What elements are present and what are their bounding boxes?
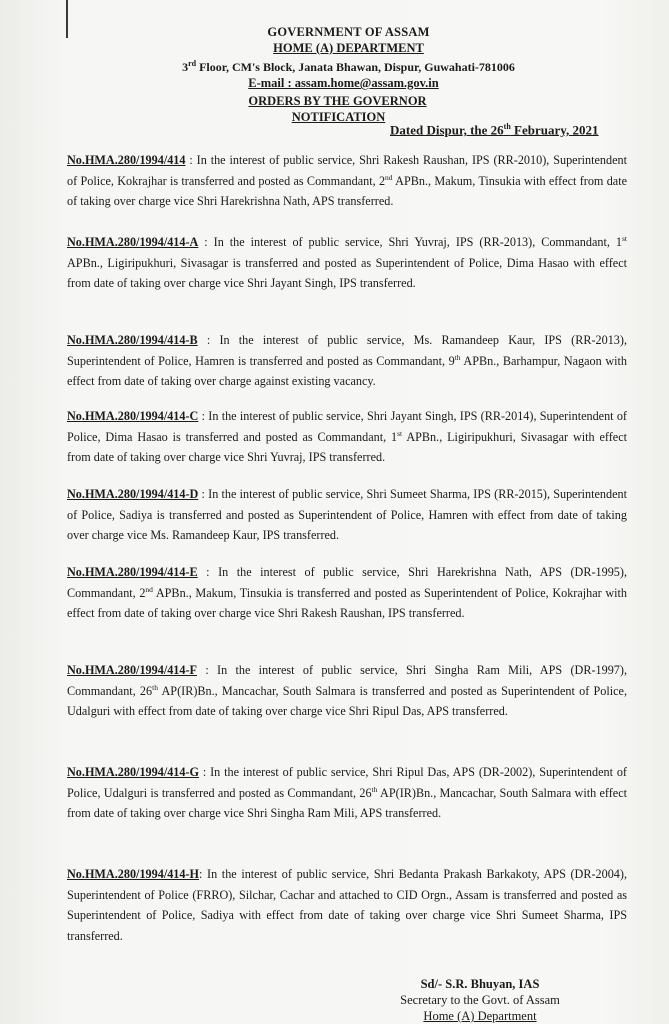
order-reference-number: No.HMA.280/1994/414-G: [67, 765, 200, 779]
ordinal-suffix: st: [621, 233, 627, 243]
dated-suffix: th: [503, 122, 511, 131]
orders-title: ORDERS BY THE GOVERNOR: [248, 94, 427, 108]
order-paragraph: [67, 484, 627, 546]
ordinal-suffix: st: [397, 428, 403, 438]
address-floor: 3: [182, 60, 189, 74]
order-text: AP(IR)Bn., Mancachar, South Salmara is transferred and posted as Superintendent of Police, Udalguri with effect from date of taking over charge vice Shri Ripul Das, APS transferred.: [67, 683, 627, 718]
order-paragraph: [67, 150, 627, 212]
signatory-title: Secretary to the Govt. of Assam: [400, 993, 560, 1007]
email-line: E-mail : assam.home@assam.gov.in: [248, 76, 439, 90]
ordinal-suffix: nd: [145, 584, 153, 594]
dated-prefix: Dated Dispur, the 26: [390, 122, 504, 138]
signatory-department: Home (A) Department: [423, 1009, 537, 1023]
letterhead: [0, 24, 669, 125]
order-text: : In the interest of public service, Ms. Ramandeep Kaur, IPS (RR-2013), Superintendent of Police, Hamren is transferred and posted as Commandant, 9: [67, 333, 627, 368]
order-reference-number: No.HMA.280/1994/414-A: [67, 235, 199, 249]
order-reference-number: No.HMA.280/1994/414-F: [67, 663, 197, 677]
order-paragraph: [67, 660, 627, 722]
signature-block: [380, 976, 580, 1024]
department-title: HOME (A) DEPARTMENT: [273, 41, 424, 55]
order-text: : In the interest of public service, Shri Sumeet Sharma, IPS (RR-2015), Superintendent of Police, Sadiya is transferred and posted as Superintendent of Police, Hamren with effect from date of taking over charge vice Ms. Ramandeep Kaur, IPS transferred.: [67, 487, 627, 542]
order-reference-number: No.HMA.280/1994/414-B: [67, 333, 198, 347]
ordinal-suffix: th: [152, 682, 158, 692]
order-paragraph: [67, 232, 627, 294]
order-text: : In the interest of public service, Shri Singha Ram Mili, APS (DR-1997), Commandant, 26: [67, 663, 627, 698]
order-paragraph: [67, 406, 627, 468]
order-reference-number: No.HMA.280/1994/414-E: [67, 565, 198, 579]
order-paragraph: [67, 762, 627, 824]
order-text: AP(IR)Bn., Mancachar, South Salmara with effect from date of taking over charge vice Shri Singha Ram Mili, APS transferred.: [67, 785, 627, 820]
order-reference-number: No.HMA.280/1994/414-D: [67, 487, 199, 501]
address-rest: Floor, CM's Block, Janata Bhawan, Dispur, Guwahati-781006: [196, 60, 515, 74]
order-text: APBn., Ligiripukhuri, Sivasagar with effect from date of taking over charge vice Shri Yuvraj, IPS transferred.: [67, 429, 627, 464]
order-text: : In the interest of public service, Shri Ripul Das, APS (DR-2002), Superintendent of Police, Udalguri is transferred and posted as Commandant, 26: [67, 765, 627, 800]
dated-rest: February, 2021: [510, 122, 599, 138]
order-paragraph: [67, 330, 627, 392]
dated-line: [390, 122, 599, 138]
order-paragraph: [67, 562, 627, 624]
order-text: APBn., Barhampur, Nagaon with effect from date of taking over charge against existing vacancy.: [67, 353, 627, 388]
government-title: GOVERNMENT OF ASSAM: [267, 25, 430, 39]
address-floor-suffix: rd: [188, 59, 197, 68]
order-text: : In the interest of public service, Shri Rakesh Raushan, IPS (RR-2010), Superintendent of Police, Kokrajhar is transferred and posted as Commandant, 2: [67, 153, 627, 188]
notification-title: NOTIFICATION: [291, 110, 386, 124]
order-reference-number: No.HMA.280/1994/414-H: [67, 867, 200, 881]
order-text: APBn., Makum, Tinsukia with effect from date of taking over charge vice Shri Harekrishna Nath, APS transferred.: [67, 173, 627, 208]
signatory-name: Sd/- S.R. Bhuyan, IAS: [420, 977, 540, 991]
ordinal-suffix: th: [454, 352, 461, 362]
order-text: : In the interest of public service, Shri Jayant Singh, IPS (RR-2014), Superintendent of Police, Dima Hasao is transferred and posted as Commandant, 1: [67, 409, 627, 444]
ordinal-suffix: nd: [385, 172, 393, 182]
order-paragraph: [67, 864, 627, 946]
order-reference-number: No.HMA.280/1994/414: [67, 153, 186, 167]
order-text: : In the interest of public service, Shri Yuvraj, IPS (RR-2013), Commandant, 1: [198, 235, 622, 249]
order-text: APBn., Ligiripukhuri, Sivasagar is transferred and posted as Superintendent of Police, Dima Hasao with effect from date of taking over charge vice Shri Jayant Singh, IPS transferred.: [67, 255, 627, 290]
order-text: : In the interest of public service, Shri Harekrishna Nath, APS (DR-1995), Commandant, 2: [67, 565, 627, 600]
order-text: : In the interest of public service, Shri Bedanta Prakash Barkakoty, APS (DR-2004), Superintendent of Police (FRRO), Silchar, Cachar and attached to CID Orgn., Assam is transferred and posted as Superintendent of Police, Sadiya with effect from date of taking over charge vice Shri Sumeet Sharma, IPS transferred.: [67, 867, 627, 943]
order-reference-number: No.HMA.280/1994/414-C: [67, 409, 199, 423]
order-text: APBn., Makum, Tinsukia is transferred and posted as Superintendent of Police, Kokrajhar with effect from date of taking over charge vice Shri Rakesh Raushan, IPS transferred.: [67, 585, 627, 620]
ordinal-suffix: th: [371, 784, 378, 794]
address: [28, 56, 669, 75]
